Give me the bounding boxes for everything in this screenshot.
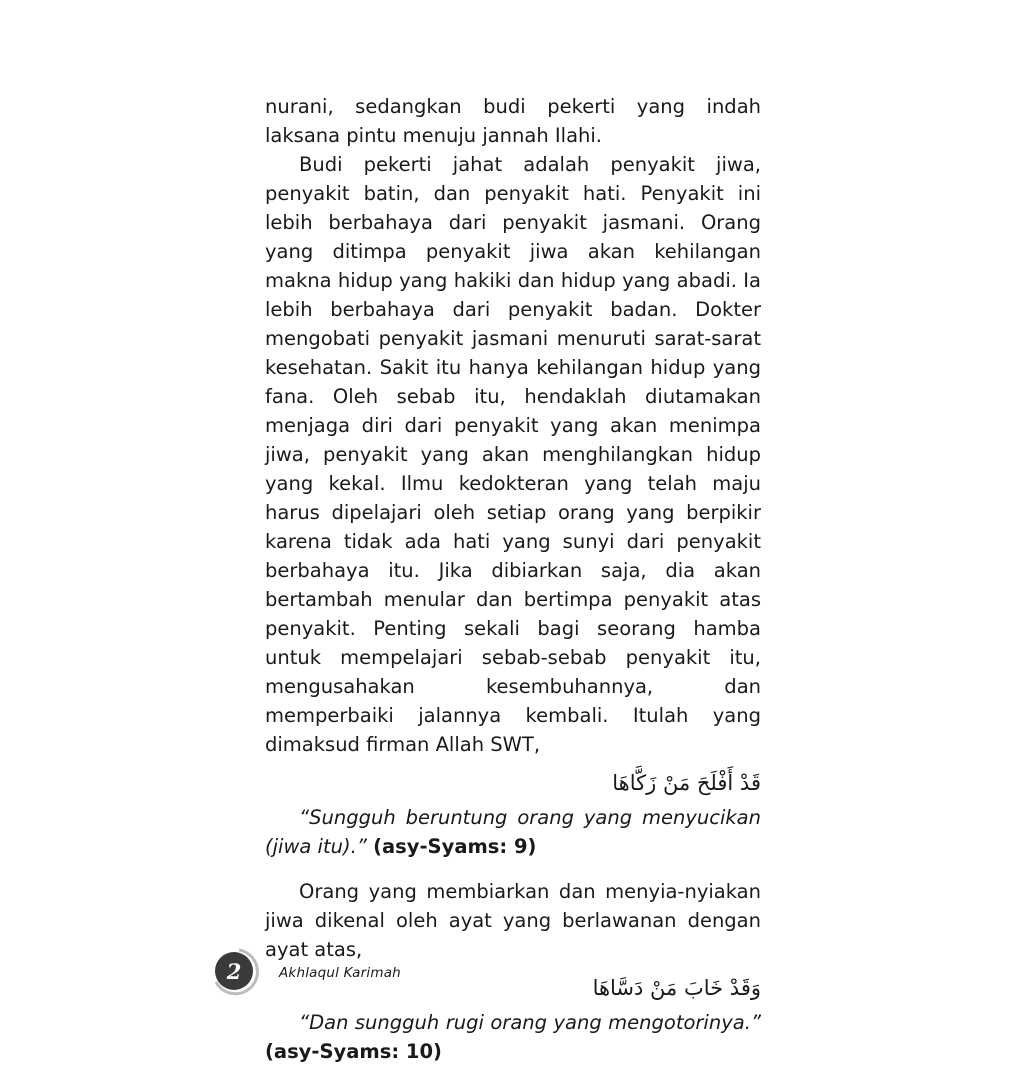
verse-2-source: (asy-Syams: 10)	[265, 1040, 442, 1063]
book-title: Akhlaqul Karimah	[279, 965, 401, 981]
verse-1-source: (asy-Syams: 9)	[373, 835, 537, 858]
spacer	[265, 861, 761, 877]
page-body	[265, 92, 761, 1066]
paragraph-budi-pekerti: Budi pekerti jahat adalah penyakit jiwa, penyakit batin, dan penyakit hati. Penyakit ini lebih berbahaya dari penyakit jasmani. Orang yang ditimpa penyakit jiwa akan kehilangan makna hidup yang hakiki dan hidup yang abadi. Ia lebih berbahaya dari penyakit badan. Dokter mengobati penyakit jasmani menuruti sarat-sarat kesehatan. Sakit itu hanya kehilangan hidup yang fana. Oleh sebab itu, hendaklah diutamakan menjaga diri dari penyakit yang akan menimpa jiwa, penyakit yang akan menghilangkan hidup yang kekal. Ilmu kedokteran yang telah maju harus dipelajari oleh setiap orang yang berpikir karena tidak ada hati yang sunyi dari penyakit berbahaya itu. Jika dibiarkan saja, dia akan bertambah menular dan bertimpa penyakit atas penyakit. Penting sekali bagi seorang hamba untuk mempelajari sebab-sebab penyakit itu, mengusahakan kesembuhannya, dan memperbaiki jalannya kembali. Itulah yang dimaksud firman Allah SWT,	[265, 153, 761, 756]
page-number: 2	[226, 958, 242, 984]
arabic-verse-1: قَدْ أَفْلَحَ مَنْ زَكَّاهَا	[612, 771, 761, 795]
paragraph-continuation: nurani, sedangkan budi pekerti yang indah laksana pintu menuju jannah Ilahi.	[265, 95, 761, 147]
arabic-verse-2: وَقَدْ خَابَ مَنْ دَسَّاهَا	[592, 976, 761, 1000]
page-footer	[212, 948, 401, 998]
verse-2-translation: “Dan sungguh rugi orang yang mengotorinya.”	[299, 1011, 761, 1034]
verse-2-quote	[265, 1008, 761, 1066]
verse-1-quote	[265, 803, 761, 861]
paragraph-menyia-nyiakan: Orang yang membiarkan dan menyia-nyiakan jiwa dikenal oleh ayat yang berlawanan dengan ayat atas,	[265, 880, 761, 961]
page-number-badge	[212, 948, 262, 998]
verse-1-translation: “Sungguh beruntung orang yang menyucikan (jiwa itu).”	[265, 806, 761, 858]
